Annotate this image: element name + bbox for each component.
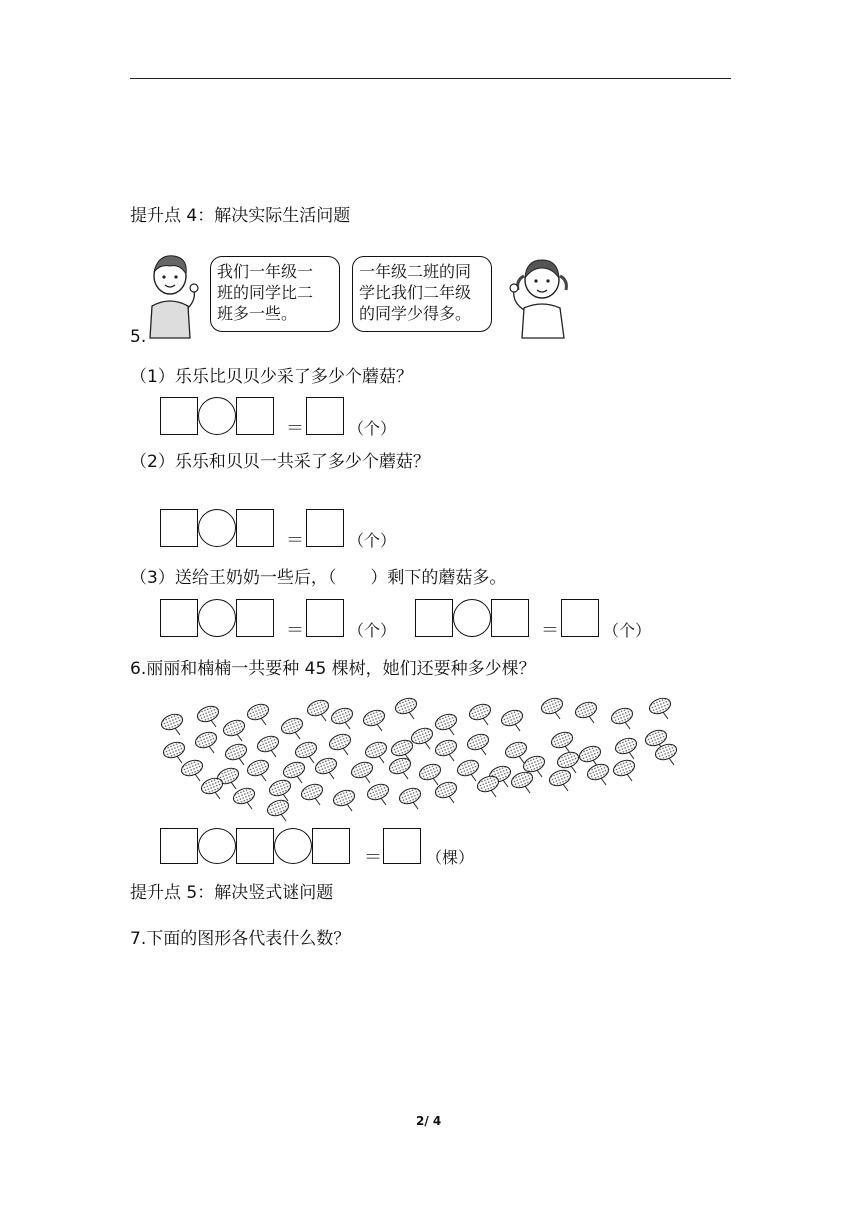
answer-box[interactable] [561, 599, 599, 637]
sapling-icon [331, 787, 357, 811]
sapling-icon [613, 735, 639, 759]
answer-box[interactable] [306, 397, 344, 435]
operator-circle[interactable] [198, 599, 236, 637]
answer-box[interactable] [312, 828, 350, 864]
sapling-icon [193, 729, 219, 753]
unit-label: （个） [603, 621, 652, 640]
sapling-icon [433, 711, 459, 735]
sapling-icon [397, 785, 423, 809]
tree-saplings-illustration [150, 688, 680, 828]
operator-circle[interactable] [198, 397, 236, 435]
sapling-icon [245, 757, 271, 781]
operator-circle[interactable] [198, 509, 236, 547]
sapling-icon [281, 759, 307, 783]
answer-box[interactable] [236, 509, 274, 547]
unit-label: （个） [348, 621, 397, 640]
sapling-icon [305, 697, 331, 721]
equals-sign: ＝ [286, 620, 304, 641]
sapling-icon [299, 781, 325, 805]
operator-circle[interactable] [198, 828, 236, 864]
operator-circle[interactable] [274, 828, 312, 864]
answer-box[interactable] [415, 599, 453, 637]
sapling-icon [509, 769, 535, 793]
sapling-icon [223, 741, 249, 765]
answer-box[interactable] [306, 509, 344, 547]
sapling-icon [417, 761, 443, 785]
sapling-icon [221, 717, 247, 741]
page-number: 2/ 4 [416, 1114, 442, 1128]
sapling-icon [499, 707, 525, 731]
sapling-icon [467, 701, 493, 725]
sapling-icon [265, 797, 291, 821]
answer-box[interactable] [160, 828, 198, 864]
equals-sign: ＝ [364, 847, 382, 868]
sapling-icon [577, 743, 603, 767]
sapling-icon [549, 729, 575, 753]
sapling-icon [363, 739, 389, 763]
question-5-part-2: （2）乐乐和贝贝一共采了多少个蘑菇？ [130, 452, 430, 472]
question-5-part-1: （1）乐乐比贝贝少采了多少个蘑菇？ [130, 367, 413, 387]
sapling-icon [393, 695, 419, 719]
equals-sign: ＝ [541, 620, 559, 641]
sapling-icon [161, 739, 187, 763]
sapling-icon [503, 739, 529, 763]
sapling-icon [539, 695, 565, 719]
boy-speech-bubble: 我们一年级一 班的同学比二 班多一些。 [210, 256, 340, 332]
question-5-number: 5. [130, 327, 147, 347]
sapling-icon [647, 695, 673, 719]
sapling-icon [245, 701, 271, 725]
sapling-icon [293, 739, 319, 763]
sapling-icon [231, 785, 257, 809]
sapling-icon [179, 757, 205, 781]
girl-speech-bubble: 一年级二班的同 学比我们二年级 的同学少得多。 [352, 256, 492, 332]
answer-box[interactable] [491, 599, 529, 637]
answer-box[interactable] [236, 828, 274, 864]
sapling-icon [313, 755, 339, 779]
unit-label: （个） [348, 531, 397, 550]
sapling-icon [361, 707, 387, 731]
sapling-icon [555, 749, 581, 773]
girl-illustration [502, 250, 578, 340]
equals-sign: ＝ [286, 530, 304, 551]
answer-box[interactable] [160, 397, 198, 435]
sapling-icon [195, 703, 221, 727]
sapling-icon [465, 731, 491, 755]
sapling-icon [455, 757, 481, 781]
question-5-part-3: （3）送给王奶奶一些后，（ ）剩下的蘑菇多。 [130, 568, 507, 588]
sapling-icon [365, 781, 391, 805]
section-title-4: 提升点 4：解决实际生活问题 [130, 206, 351, 226]
sapling-icon [327, 731, 353, 755]
header-rule [130, 78, 731, 79]
operator-circle[interactable] [453, 599, 491, 637]
answer-box[interactable] [160, 509, 198, 547]
sapling-icon [611, 757, 637, 781]
sapling-icon [585, 761, 611, 785]
sapling-icon [159, 711, 185, 735]
sapling-icon [279, 715, 305, 739]
unit-label: （个） [348, 419, 397, 438]
sapling-icon [329, 705, 355, 729]
answer-box[interactable] [383, 828, 421, 864]
sapling-icon [609, 705, 635, 729]
section-title-5: 提升点 5：解决竖式谜问题 [130, 883, 334, 903]
sapling-icon [349, 759, 375, 783]
equals-sign: ＝ [286, 418, 304, 439]
answer-box[interactable] [160, 599, 198, 637]
sapling-icon [573, 699, 599, 723]
unit-label: （棵） [426, 848, 475, 867]
boy-illustration [140, 250, 200, 340]
answer-box[interactable] [236, 397, 274, 435]
sapling-icon [389, 737, 415, 761]
question-7: 7.下面的图形各代表什么数？ [130, 929, 351, 949]
sapling-icon [267, 777, 293, 801]
sapling-icon [433, 737, 459, 761]
sapling-icon [547, 767, 573, 791]
sapling-icon [255, 733, 281, 757]
question-6: 6.丽丽和楠楠一共要种 45 棵树，她们还要种多少棵？ [130, 659, 536, 679]
answer-box[interactable] [236, 599, 274, 637]
answer-box[interactable] [306, 599, 344, 637]
